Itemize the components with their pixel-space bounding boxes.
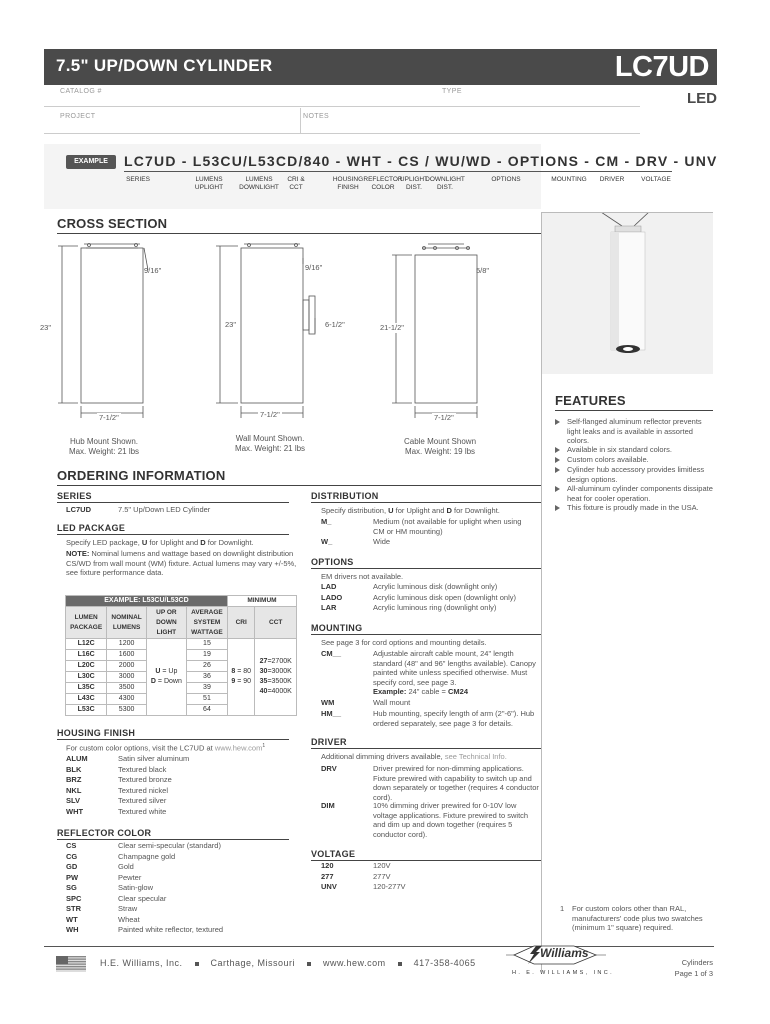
table-body bbox=[66, 639, 297, 716]
item-desc: Straw bbox=[118, 904, 138, 913]
cct-line bbox=[257, 687, 294, 697]
led-intro-d: D bbox=[200, 538, 206, 547]
cross-section-heading: CROSS SECTION bbox=[57, 216, 168, 231]
model-number: LC7UD bbox=[614, 51, 709, 83]
updown-code: U bbox=[155, 668, 161, 675]
cm-example-code: CM24 bbox=[448, 687, 469, 696]
reflector-color-heading: REFLECTOR COLOR bbox=[57, 828, 152, 838]
feature-text: This fixture is proudly made in the USA. bbox=[567, 503, 699, 512]
cct-text: =4000K bbox=[267, 688, 292, 695]
item-code: LAD bbox=[321, 582, 337, 591]
cct-line bbox=[257, 657, 294, 667]
cross-section-drawing bbox=[40, 238, 540, 428]
item-desc: Pewter bbox=[118, 872, 142, 882]
lumens-cell: 5300 bbox=[107, 705, 146, 716]
wall-dim-arm: 6-1/2" bbox=[325, 320, 345, 329]
mount-cm-code: CM__ bbox=[321, 649, 342, 658]
item-desc: Satin silver aluminum bbox=[118, 754, 190, 763]
dist-intro-post: for Downlight. bbox=[451, 506, 500, 515]
cable-dim-height: 21-1/2" bbox=[380, 323, 404, 332]
item-desc: 120-277V bbox=[373, 882, 406, 891]
wattage-cell: 15 bbox=[186, 639, 227, 650]
driver-intro bbox=[321, 752, 541, 762]
wattage-cell: 64 bbox=[186, 705, 227, 716]
lumens-cell: 3500 bbox=[107, 683, 146, 694]
col-cri: CRI bbox=[227, 607, 255, 639]
mount-cm-desc bbox=[373, 649, 541, 697]
item-desc: Textured silver bbox=[118, 796, 167, 805]
driver-drv-desc: Driver prewired for non-dimming applications. Fixture prewired with capability to switch up and down separately or together (requires 4 conductor cord). bbox=[373, 764, 539, 802]
footer-phone: 417-358-4065 bbox=[413, 958, 476, 968]
lumens-cell: 2000 bbox=[107, 661, 146, 672]
page-category: Cylinders bbox=[681, 958, 713, 967]
item-code: PW bbox=[66, 872, 79, 882]
item-desc: 277V bbox=[373, 871, 391, 881]
ordering-rule bbox=[57, 485, 541, 486]
example-label: OPTIONS bbox=[491, 176, 521, 183]
item-code: NKL bbox=[66, 785, 82, 795]
bullet-arrow-icon bbox=[555, 505, 560, 511]
item-code: SG bbox=[66, 883, 77, 892]
item-code: SLV bbox=[66, 796, 81, 805]
updown-text: = Down bbox=[155, 678, 182, 685]
package-cell: L35C bbox=[66, 683, 107, 694]
example-label: CRI & CCT bbox=[287, 176, 305, 191]
note-text: Nominal lumens and wattage based on downlight distribution CS/WD from wall mount (WM) fixture. Actual lumens may vary +/-5%, see fixture performance data. bbox=[66, 549, 297, 577]
footer-company: H.E. Williams, Inc. bbox=[100, 958, 183, 968]
item-code: GD bbox=[66, 862, 78, 871]
project-label: PROJECT bbox=[60, 113, 96, 120]
ordering-heading: ORDERING INFORMATION bbox=[57, 468, 226, 483]
mount-hm-code: HM__ bbox=[321, 709, 342, 718]
item-code: WH bbox=[66, 925, 79, 934]
item-code: LADO bbox=[321, 592, 343, 602]
features-heading: FEATURES bbox=[555, 393, 626, 408]
feature-text: Custom colors available. bbox=[567, 455, 649, 464]
item-desc: Textured nickel bbox=[118, 785, 169, 795]
cct-code: 40 bbox=[259, 688, 268, 695]
lumens-cell: 1200 bbox=[107, 639, 146, 650]
options-intro: EM drivers not available. bbox=[321, 572, 404, 581]
dist-w-code: W_ bbox=[321, 537, 333, 546]
cct-code: 27 bbox=[259, 658, 268, 665]
voltage-heading: VOLTAGE bbox=[311, 849, 356, 859]
notes-label: NOTES bbox=[303, 113, 330, 120]
wall-caption: Wall Mount Shown. Max. Weight: 21 lbs bbox=[234, 434, 306, 453]
lumens-cell: 4300 bbox=[107, 694, 146, 705]
wall-dim-top: 9/16" bbox=[305, 263, 323, 272]
wattage-cell: 51 bbox=[186, 694, 227, 705]
housing-finish-heading: HOUSING FINISH bbox=[57, 728, 136, 738]
driver-heading: DRIVER bbox=[311, 737, 347, 747]
item-desc: Clear semi-specular (standard) bbox=[118, 841, 221, 850]
example-label: DRIVER bbox=[599, 176, 625, 183]
options-rule bbox=[311, 568, 541, 569]
col-package: LUMEN PACKAGE bbox=[66, 607, 107, 639]
bullet-arrow-icon bbox=[555, 467, 560, 473]
led-package-table bbox=[65, 595, 297, 716]
panel-top-rule bbox=[541, 212, 713, 213]
example-label: HOUSING FINISH bbox=[332, 176, 364, 191]
item-code: LAR bbox=[321, 603, 337, 612]
wattage-cell: 39 bbox=[186, 683, 227, 694]
item-desc: Acrylic luminous disk open (downlight only) bbox=[373, 592, 516, 602]
dist-intro-u: U bbox=[388, 506, 394, 515]
example-label: MOUNTING bbox=[551, 176, 587, 183]
updown-text: = Up bbox=[160, 668, 178, 675]
cct-code: 35 bbox=[259, 678, 268, 685]
bullet-arrow-icon bbox=[555, 447, 560, 453]
project-divider bbox=[300, 108, 301, 133]
dist-m-code: M_ bbox=[321, 517, 332, 526]
footer-city: Carthage, Missouri bbox=[210, 958, 296, 968]
item-code: SPC bbox=[66, 893, 82, 903]
cable-dim-width: 7-1/2" bbox=[434, 413, 454, 422]
series-rule bbox=[57, 502, 289, 503]
title-bar bbox=[44, 49, 717, 85]
feature-text: Cylinder hub accessory provides limitless design options. bbox=[567, 465, 705, 484]
cct-code: 30 bbox=[259, 668, 268, 675]
housing-intro-text: For custom color options, visit the LC7UD at bbox=[66, 743, 215, 753]
project-line bbox=[44, 133, 640, 134]
dist-intro-mid: for Uplight and bbox=[393, 506, 447, 515]
cct-line bbox=[257, 667, 294, 677]
mount-hm-desc: Hub mounting, specify length of arm (2"-6"). Hub ordered separately, see page 3 for details. bbox=[373, 709, 535, 728]
item-desc: Textured black bbox=[118, 764, 167, 774]
distribution-rule bbox=[311, 502, 541, 503]
item-desc: Clear specular bbox=[118, 893, 167, 903]
dist-w-desc: Wide bbox=[373, 537, 391, 546]
wattage-cell: 36 bbox=[186, 672, 227, 683]
distribution-intro bbox=[321, 506, 541, 516]
series-code: LC7UD bbox=[66, 505, 92, 514]
example-label: SERIES bbox=[126, 176, 150, 183]
driver-dim-code: DIM bbox=[321, 801, 335, 810]
item-desc: Satin-glow bbox=[118, 883, 154, 892]
item-desc: Acrylic luminous disk (downlight only) bbox=[373, 582, 498, 591]
example-label: DOWNLIGHT DIST. bbox=[425, 176, 465, 191]
series-heading: SERIES bbox=[57, 491, 92, 501]
item-code: WT bbox=[66, 914, 78, 924]
package-cell: L43C bbox=[66, 694, 107, 705]
housing-finish-intro bbox=[66, 742, 298, 753]
package-cell: L20C bbox=[66, 661, 107, 672]
col-wattage: AVERAGE SYSTEM WATTAGE bbox=[186, 607, 227, 639]
hub-caption: Hub Mount Shown. Max. Weight: 21 lbs bbox=[68, 437, 140, 456]
driver-rule bbox=[311, 748, 541, 749]
type-label: TYPE bbox=[442, 88, 462, 95]
cri-code: 8 bbox=[231, 668, 236, 675]
dist-m-desc: Medium (not available for uplight when using CM or HM mounting) bbox=[373, 517, 522, 536]
item-desc: 120V bbox=[373, 861, 391, 870]
voltage-rule bbox=[311, 860, 541, 861]
col-cct: CCT bbox=[255, 607, 297, 639]
mount-wm-desc: Wall mount bbox=[373, 698, 411, 707]
example-label: REFLECTOR COLOR bbox=[363, 176, 403, 191]
lumens-cell: 3000 bbox=[107, 672, 146, 683]
led-intro-mid: for Uplight and bbox=[147, 538, 201, 547]
example-label: LUMENS DOWNLIGHT bbox=[239, 176, 279, 191]
cri-line bbox=[230, 677, 253, 687]
cm-example-text: 24" cable = bbox=[406, 687, 449, 696]
item-code: BRZ bbox=[66, 775, 82, 784]
column-divider bbox=[541, 212, 542, 972]
cri-line bbox=[230, 667, 253, 677]
item-code: ALUM bbox=[66, 754, 88, 763]
item-desc: Champagne gold bbox=[118, 851, 176, 861]
product-photo-panel bbox=[541, 212, 713, 374]
example-label: UPLIGHT DIST. bbox=[399, 176, 429, 191]
item-desc: Wheat bbox=[118, 914, 140, 924]
table-example-header: EXAMPLE: L53CU/L53CD bbox=[66, 596, 228, 607]
driver-dim-desc: 10% dimming driver prewired for 0-10V low voltage applications. Fixture prewired to switch and dim up and down together (requires 5 conductor cord). bbox=[373, 801, 529, 839]
logo-text: Williams bbox=[540, 946, 589, 960]
hub-dim-width: 7-1/2" bbox=[99, 413, 119, 422]
package-cell: L30C bbox=[66, 672, 107, 683]
item-desc: Gold bbox=[118, 862, 134, 871]
series-desc: 7.5" Up/Down LED Cylinder bbox=[118, 505, 211, 514]
hub-dim-top: 9/16" bbox=[144, 266, 162, 275]
package-cell: L53C bbox=[66, 705, 107, 716]
mounting-rule bbox=[311, 634, 541, 635]
item-desc: Textured bronze bbox=[118, 775, 172, 784]
cct-cell bbox=[255, 639, 297, 716]
updown-line bbox=[149, 667, 184, 677]
updown-cell bbox=[146, 639, 186, 716]
wall-dim-height: 23" bbox=[225, 320, 237, 329]
cable-caption: Cable Mount Shown Max. Weight: 19 lbs bbox=[403, 437, 477, 456]
footnote-text: For custom colors other than RAL, manufacturers' code plus two swatches (minimum 1" square) required. bbox=[572, 904, 703, 932]
page-title: 7.5" UP/DOWN CYLINDER bbox=[56, 56, 273, 75]
item-code: CS bbox=[66, 841, 77, 850]
options-heading: OPTIONS bbox=[311, 557, 354, 567]
separator-icon bbox=[307, 962, 311, 966]
col-nominal: NOMINAL LUMENS bbox=[107, 607, 146, 639]
package-cell: L16C bbox=[66, 650, 107, 661]
example-code: LC7UD - L53CU/L53CD/840 - WHT - CS / WU/WD - OPTIONS - CM - DRV - UNV bbox=[124, 153, 718, 169]
item-code: BLK bbox=[66, 764, 82, 774]
cri-cell bbox=[227, 639, 255, 716]
item-code: UNV bbox=[321, 882, 337, 891]
feature-text: Self-flanged aluminum reflector prevents light leaks and is available in assorted colors. bbox=[567, 417, 702, 445]
driver-drv-code: DRV bbox=[321, 764, 337, 773]
col-updown: UP OR DOWN LIGHT bbox=[146, 607, 186, 639]
reflector-color-rule bbox=[57, 839, 289, 840]
mounting-intro: See page 3 for cord options and mounting details. bbox=[321, 638, 487, 647]
dist-intro-d: D bbox=[446, 506, 452, 515]
package-cell: L12C bbox=[66, 639, 107, 650]
driver-intro-text: Additional dimming drivers available, bbox=[321, 752, 445, 761]
separator-icon bbox=[195, 962, 199, 966]
features-rule bbox=[555, 410, 713, 411]
hub-dim-height: 23" bbox=[40, 323, 52, 332]
wattage-cell: 26 bbox=[186, 661, 227, 672]
cct-line bbox=[257, 677, 294, 687]
item-code: 120 bbox=[321, 861, 334, 870]
cct-text: =3000K bbox=[267, 668, 292, 675]
footer-contact bbox=[100, 958, 476, 968]
separator-icon bbox=[398, 962, 402, 966]
led-intro-u: U bbox=[141, 538, 148, 547]
led-package-rule bbox=[57, 534, 289, 535]
updown-code: D bbox=[150, 678, 156, 685]
bullet-arrow-icon bbox=[555, 457, 560, 463]
cri-code: 9 bbox=[231, 678, 236, 685]
led-package-heading: LED PACKAGE bbox=[57, 523, 126, 533]
bullet-arrow-icon bbox=[555, 419, 560, 425]
cm-desc-text: Adjustable aircraft cable mount, 24" length standard (48" and 96" lengths available). Canopy painted white unless specified otherwise. Must specify cord, see page 3. bbox=[373, 649, 536, 687]
note-label: NOTE: bbox=[66, 549, 90, 558]
item-desc: Painted white reflector, textured bbox=[118, 925, 224, 934]
item-desc: Acrylic luminous ring (downlight only) bbox=[373, 603, 497, 612]
item-code: CG bbox=[66, 851, 78, 861]
item-code: STR bbox=[66, 904, 81, 913]
housing-finish-rule bbox=[57, 739, 289, 740]
led-package-note bbox=[66, 549, 298, 578]
feature-text: Available in six standard colors. bbox=[567, 445, 672, 454]
lumens-cell: 1600 bbox=[107, 650, 146, 661]
table-row bbox=[66, 639, 297, 650]
technical-info-link[interactable]: see Technical Info. bbox=[444, 752, 507, 761]
example-label: LUMENS UPLIGHT bbox=[194, 176, 224, 191]
example-label: VOLTAGE bbox=[641, 176, 671, 183]
example-tag: EXAMPLE bbox=[66, 155, 116, 169]
distribution-heading: DISTRIBUTION bbox=[311, 491, 379, 501]
cross-section-rule bbox=[57, 233, 541, 234]
wattage-cell: 19 bbox=[186, 650, 227, 661]
page-number: Page 1 of 3 bbox=[674, 969, 713, 978]
col-minimum: MINIMUM bbox=[227, 596, 296, 607]
led-intro-pre: Specify LED package, bbox=[66, 538, 142, 547]
led-package-intro bbox=[66, 538, 296, 548]
dist-intro-pre: Specify distribution, bbox=[321, 506, 389, 515]
bullet-arrow-icon bbox=[555, 486, 560, 492]
logo-subtext: H. E. WILLIAMS, INC. bbox=[512, 970, 615, 976]
led-label: LED bbox=[687, 90, 717, 107]
cm-example-label: Example: bbox=[373, 687, 407, 696]
updown-line bbox=[149, 677, 184, 687]
item-code: 277 bbox=[321, 871, 334, 881]
catalog-line bbox=[44, 106, 640, 107]
usa-flag-icon bbox=[56, 956, 86, 972]
cct-text: =3500K bbox=[267, 678, 292, 685]
hew-link[interactable]: www.hew.com bbox=[214, 743, 263, 753]
cct-text: =2700K bbox=[267, 658, 292, 665]
catalog-label: CATALOG # bbox=[60, 88, 102, 95]
footnote-ref: 1 bbox=[262, 743, 266, 749]
feature-text: All-aluminum cylinder components dissipate heat for cooler operation. bbox=[567, 484, 713, 503]
mounting-heading: MOUNTING bbox=[311, 623, 363, 633]
wall-dim-width: 7-1/2" bbox=[260, 410, 280, 419]
led-intro-post: for Downlight. bbox=[205, 538, 254, 547]
footer-web-link[interactable]: www.hew.com bbox=[323, 958, 386, 968]
example-underline bbox=[124, 171, 672, 172]
mount-wm-code: WM bbox=[321, 698, 335, 707]
cri-text: = 90 bbox=[235, 678, 252, 685]
item-desc: Textured white bbox=[118, 806, 167, 816]
footer-rule bbox=[44, 946, 714, 947]
item-code: WHT bbox=[66, 806, 84, 816]
cri-text: = 80 bbox=[235, 668, 252, 675]
cable-dim-top: 5/8" bbox=[476, 266, 490, 275]
williams-logo bbox=[506, 940, 615, 980]
footnote-mark: 1 bbox=[560, 904, 565, 913]
cylinder-product-image bbox=[541, 212, 713, 374]
